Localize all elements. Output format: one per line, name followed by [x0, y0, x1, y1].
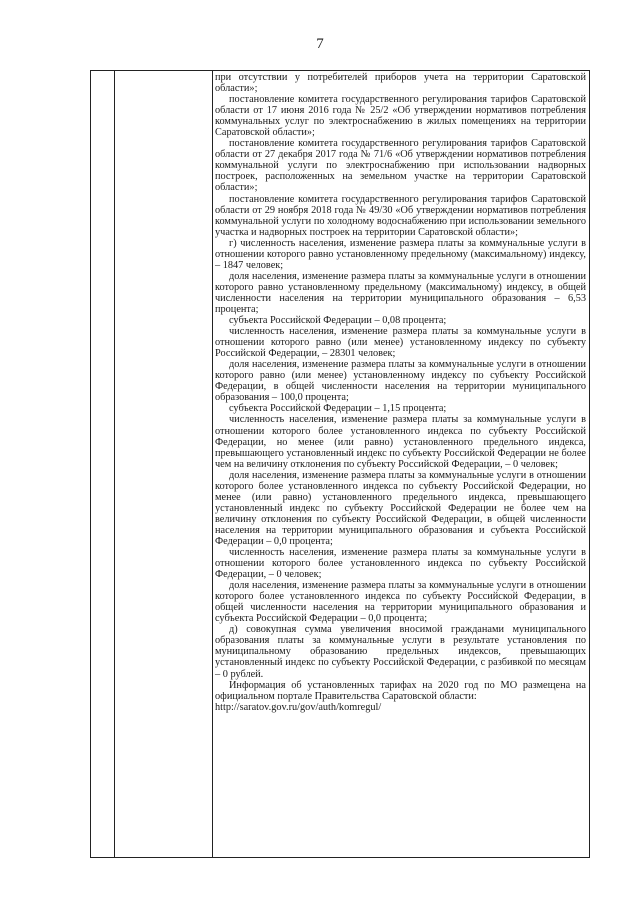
- paragraph: д) совокупная сумма увеличения вносимой гражданами муниципального образования платы за коммунальные услуги в результате установления по муниципальному образованию предельных индексов, превышающих установленный индекс по субъекту Российской Федерации, с разбивкой по месяцам – 0 рублей.: [215, 624, 586, 680]
- paragraph: доля населения, изменение размера платы за коммунальные услуги в отношении которого равно установленному предельному (максимальному) индексу, в общей численности населения на территории муниципального образования – 6,53 процента;: [215, 270, 586, 315]
- table-cell-text: [215, 72, 586, 713]
- paragraph: г) численность населения, изменение размера платы за коммунальные услуги в отношении которого равно установленному предельному (максимальному) индексу, – 1847 человек;: [215, 237, 586, 271]
- paragraph: постановление комитета государственного регулирования тарифов Саратовской области от 27 декабря 2017 года № 71/6 «Об утверждении нормативов потребления коммунальной услуги по электроснабжению при использовании надворных построек, расположенных на земельном участке на территории Саратовской области»;: [215, 138, 586, 194]
- paragraph: при отсутствии у потребителей приборов учета на территории Саратовской области»;: [215, 72, 586, 95]
- paragraph: постановление комитета государственного регулирования тарифов Саратовской области от 29 ноября 2018 года № 49/30 «Об утверждении нормативов потребления коммунальной услуги по холодному водоснабжению при использовании земельного участка и надворных построек на территории Саратовской области»;: [215, 193, 586, 238]
- column-divider: [212, 71, 213, 857]
- paragraph: постановление комитета государственного регулирования тарифов Саратовской области от 17 июня 2016 года № 25/2 «Об утверждении нормативов потребления коммунальных услуг по электроснабжению в жилых помещениях на территории Саратовской области»;: [215, 94, 586, 139]
- paragraph: численность населения, изменение размера платы за коммунальные услуги в отношении которого равно (или менее) установленному индексу по субъекту Российской Федерации, – 28301 человек;: [215, 326, 586, 360]
- paragraph: субъекта Российской Федерации – 1,15 процента;: [229, 403, 447, 415]
- paragraph: доля населения, изменение размера платы за коммунальные услуги в отношении которого равно (или менее) установленному индексу по субъекту Российской Федерации, в общей численности населения на территории муниципального образования – 100,0 процента;: [215, 359, 586, 404]
- paragraph: численность населения, изменение размера платы за коммунальные услуги в отношении которого более установленного индекса по субъекту Российской Федерации, – 0 человек;: [215, 547, 586, 581]
- page-number: 7: [316, 36, 324, 52]
- paragraph: субъекта Российской Федерации – 0,08 процента;: [229, 315, 447, 327]
- paragraph: доля населения, изменение размера платы за коммунальные услуги в отношении которого более установленного индекса по субъекту Российской Федерации, в общей численности населения на территории муниципального образования и субъекта Российской Федерации – 0,0 процента;: [215, 580, 586, 625]
- column-divider: [114, 71, 115, 857]
- paragraph: численность населения, изменение размера платы за коммунальные услуги в отношении которого более установленного индекса по субъекту Российской Федерации, но менее (или равно) установленного предельного индекса, превышающего установленный индекс по субъекту Российской Федерации не более чем на величину отклонения по субъекту Российской Федерации, – 0 человек;: [215, 414, 586, 470]
- paragraph: доля населения, изменение размера платы за коммунальные услуги в отношении которого более установленного индекса по субъекту Российской Федерации, но менее (или равно) установленного предельного индекса, превышающего установленный индекс по субъекту Российской Федерации не более чем на величину отклонения по субъекту Российской Федерации, в общей численности населения на территории муниципального образования и субъекта Российской Федерации – 0,0 процента;: [215, 469, 586, 547]
- document-table: [90, 70, 590, 858]
- paragraph: Информация об установленных тарифах на 2020 год по МО размещена на официальном портале Правительства Саратовской области:: [215, 679, 586, 702]
- portal-link[interactable]: http://saratov.gov.ru/gov/auth/komregul/: [215, 701, 382, 713]
